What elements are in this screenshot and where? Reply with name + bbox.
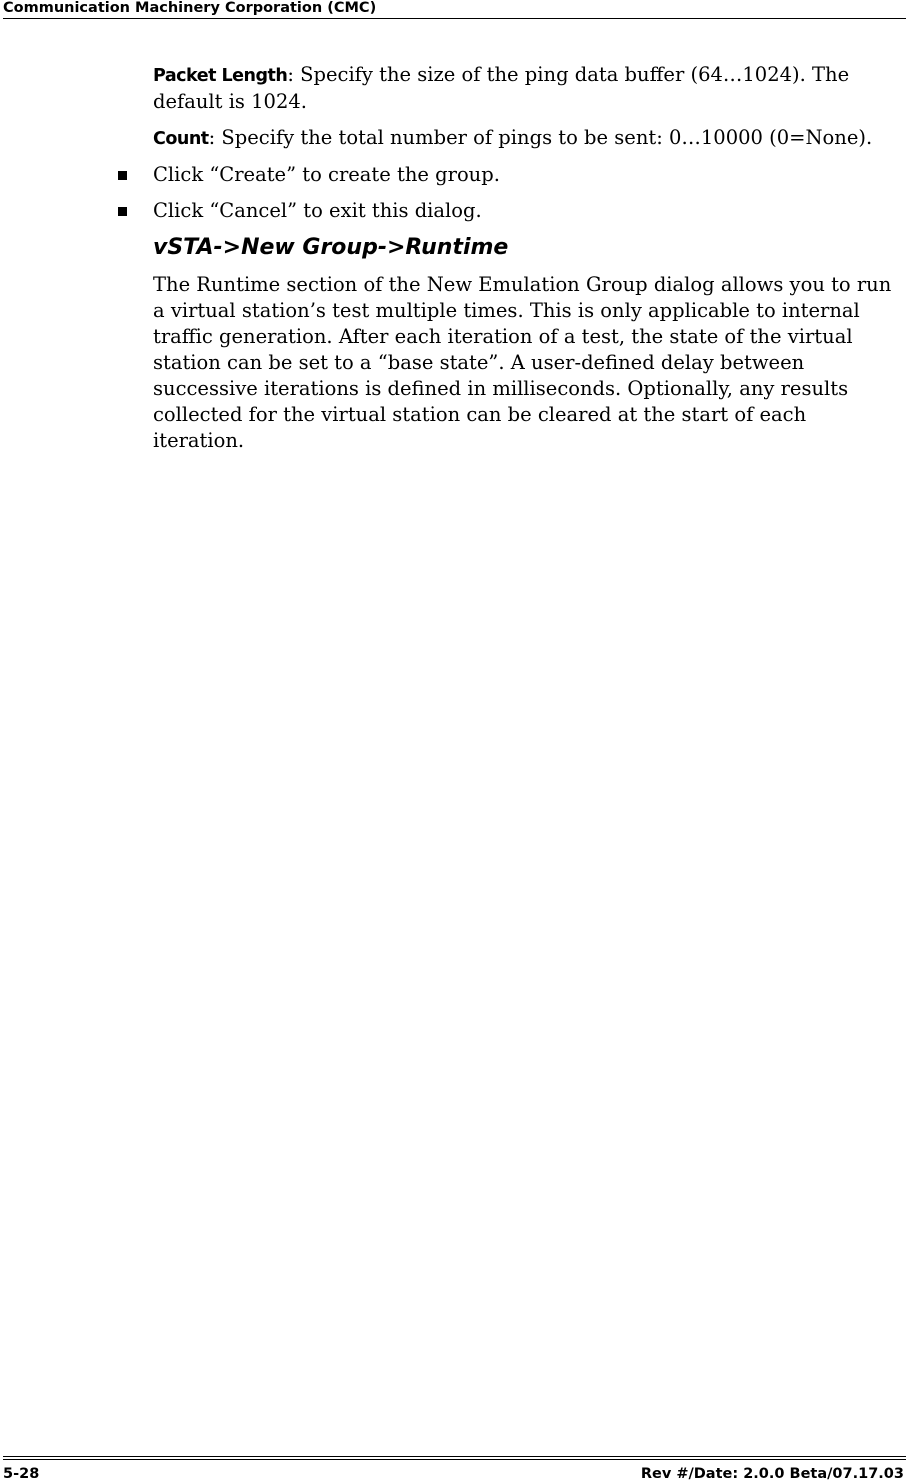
square-bullet-icon	[118, 171, 127, 180]
count-definition	[153, 125, 893, 152]
document-body	[153, 62, 893, 464]
runtime-paragraph: The Runtime section of the New Emulation Group dialog allows you to run a virtual station’s test multiple times. This is only applicable to internal traffic generation. After each iteration of a test, the state of the virtual station can be set to a “base state”. A user-defined delay between successive iterations is defined in milliseconds. Optionally, any results collected for the virtual station can be cleared at the start of each iteration.	[153, 273, 892, 452]
packet-length-term: Packet Length	[153, 66, 288, 86]
bullet-text-create: Click “Create” to create the group.	[153, 163, 500, 186]
packet-length-definition	[153, 62, 893, 115]
section-heading-runtime: vSTA->New Group->Runtime	[153, 235, 509, 260]
page-number: 5-28	[3, 1466, 40, 1482]
count-term: Count	[153, 129, 209, 149]
count-description: : Specify the total number of pings to be sent: 0…10000 (0=None).	[208, 126, 873, 149]
square-bullet-icon	[118, 207, 127, 216]
packet-length-description: : Specify the size of the ping data buffer (64…1024). The default is 1024.	[153, 63, 850, 113]
header-title: Communication Machinery Corporation (CMC)	[3, 0, 377, 16]
bullet-item-cancel	[153, 198, 893, 224]
page-footer	[3, 1456, 906, 1484]
revision-date: Rev #/Date: 2.0.0 Beta/07.17.03	[640, 1466, 904, 1482]
page-header	[3, 0, 906, 19]
bullet-item-create	[153, 162, 893, 188]
bullet-text-cancel: Click “Cancel” to exit this dialog.	[153, 199, 482, 222]
